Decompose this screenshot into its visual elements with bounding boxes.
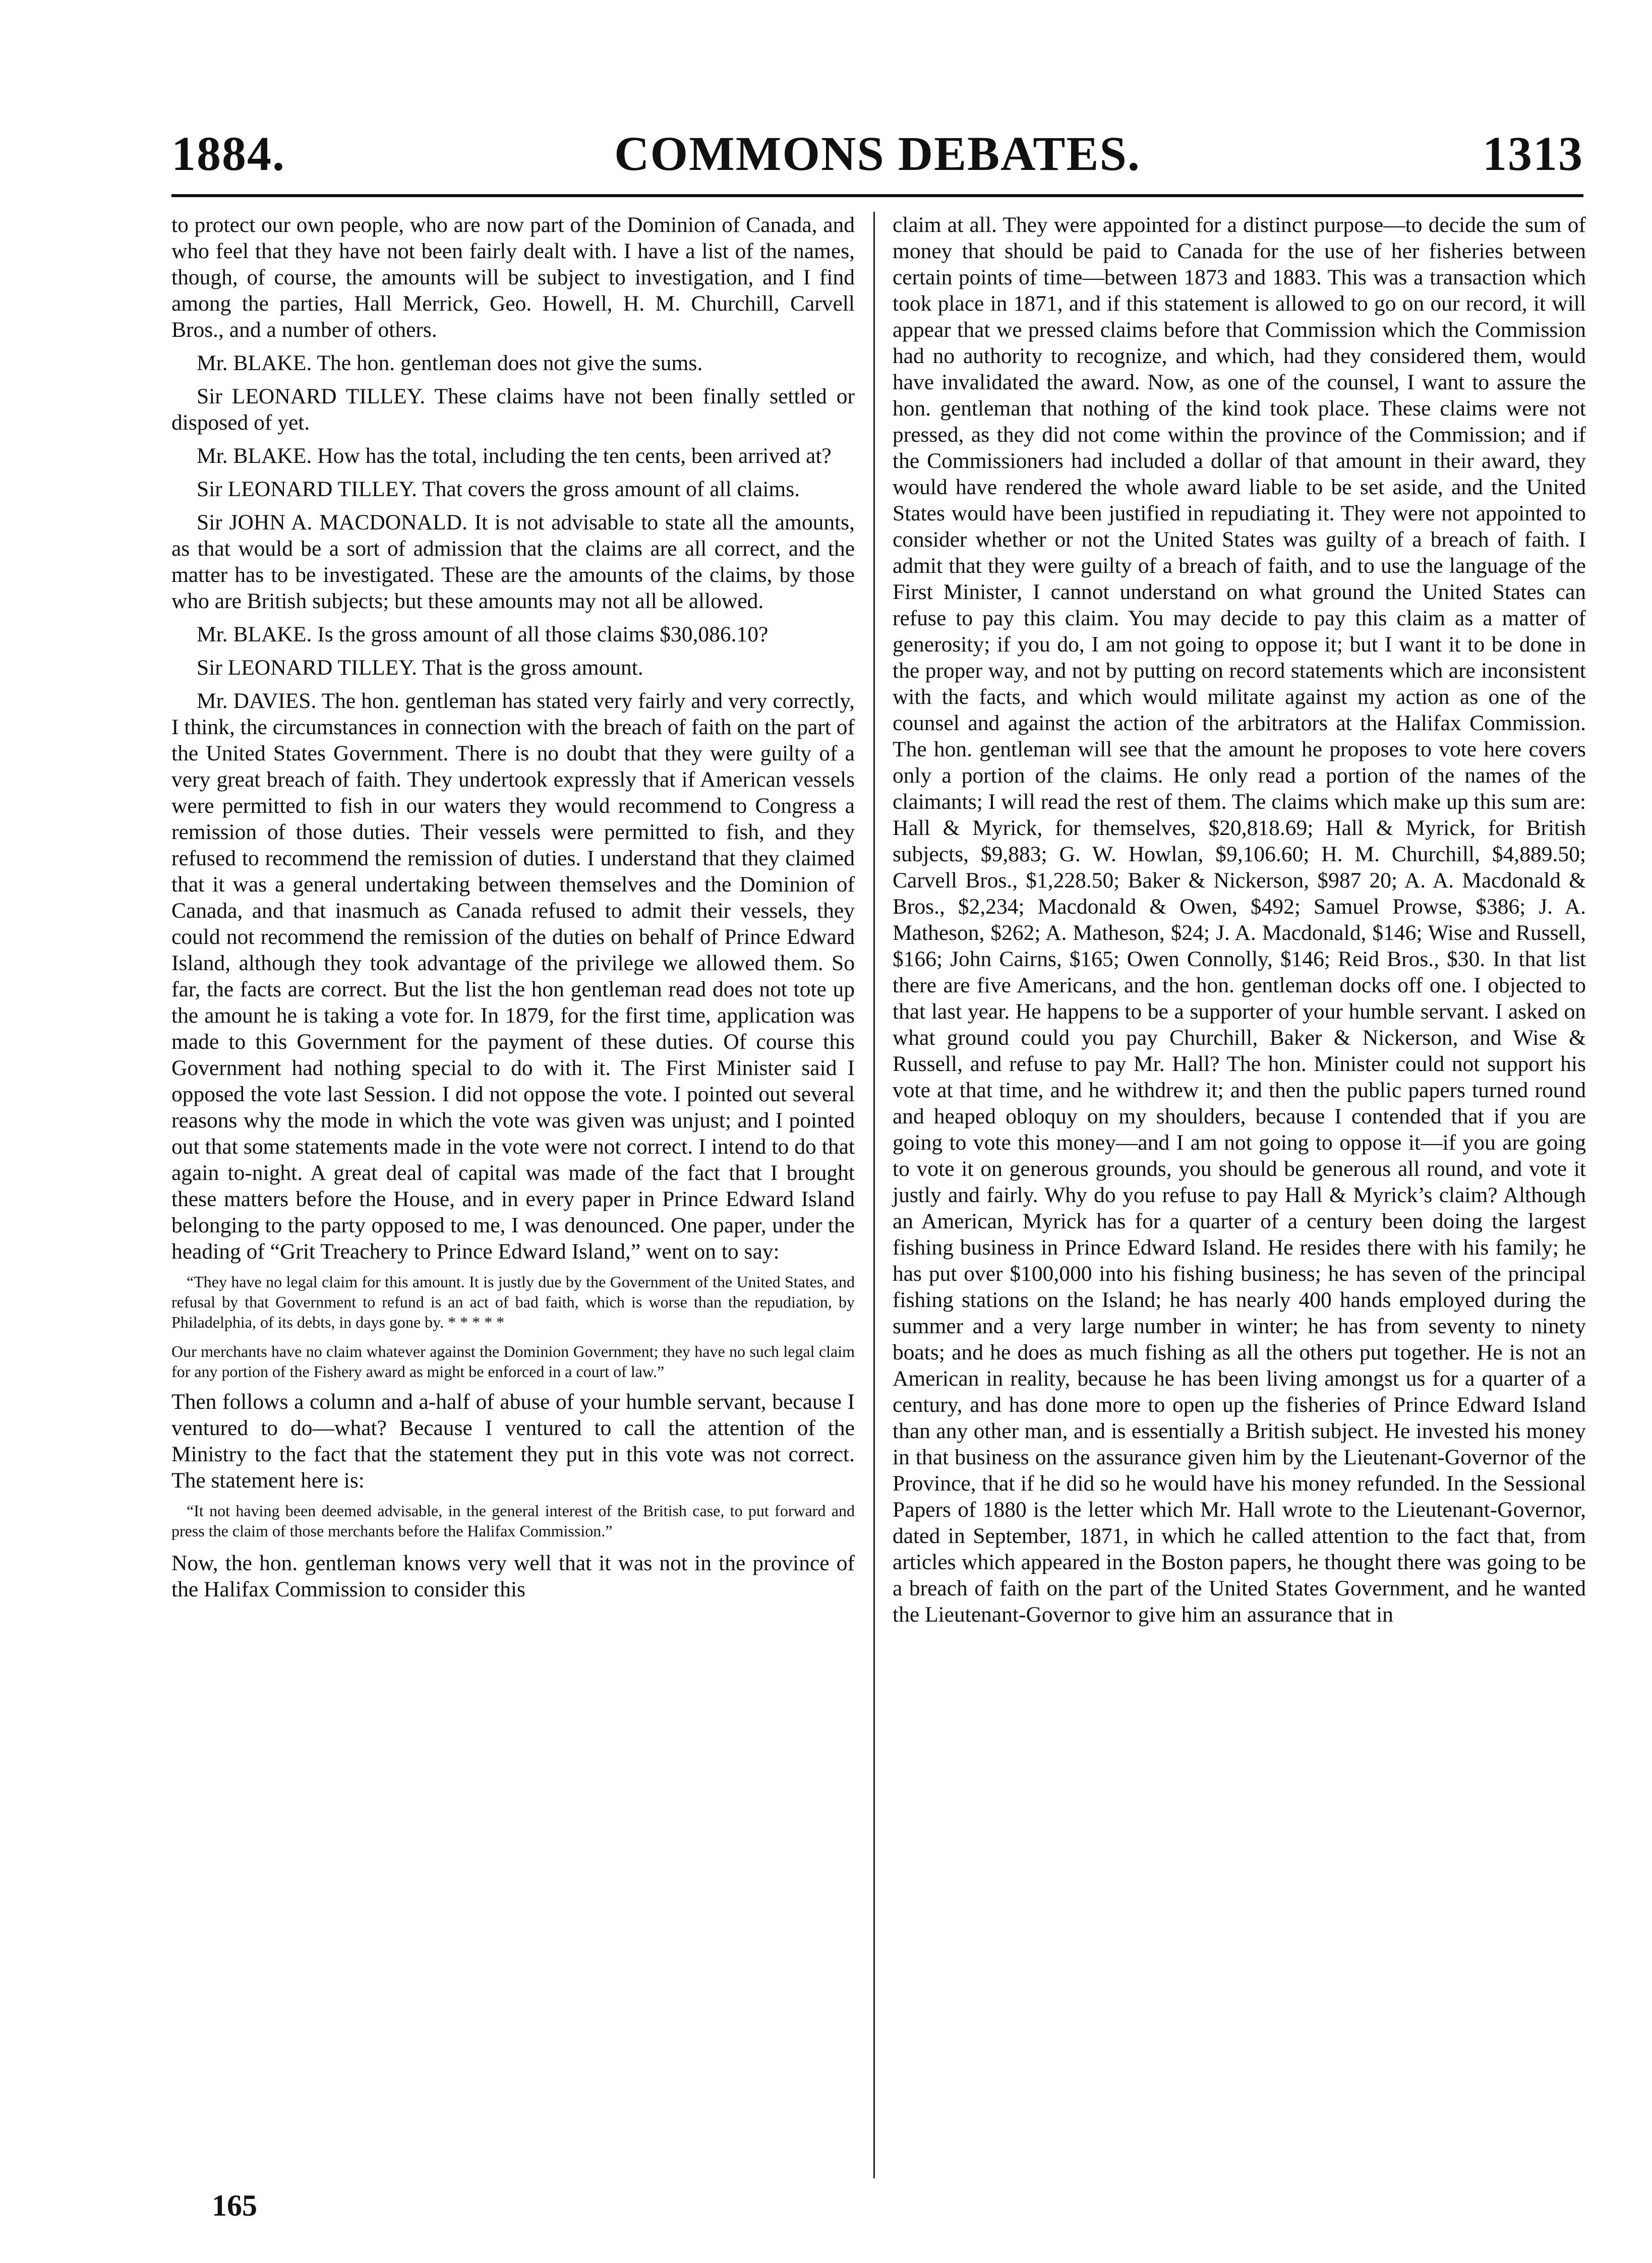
speech-tilley: Sir LEONARD TILLEY. These claims have not been finally settled or disposed of yet. bbox=[171, 384, 855, 435]
paragraph: Then follows a column and a-half of abuse of your humble servant, because I ventured to do—what? Because I ventured to call the attention of the Ministry to the fact that the statement they put in this vote was not correct. The statement here is: bbox=[171, 1390, 855, 1493]
speech-blake: Mr. BLAKE. How has the total, including the ten cents, been arrived at? bbox=[197, 444, 832, 468]
column-divider bbox=[873, 212, 875, 2178]
speech-tilley: Sir LEONARD TILLEY. That covers the gross amount of all claims. bbox=[197, 477, 800, 501]
right-column bbox=[893, 212, 1586, 1635]
header-rule bbox=[171, 194, 1583, 197]
left-column bbox=[171, 212, 855, 1610]
speech-blake: Mr. BLAKE. Is the gross amount of all those claims $30,086.10? bbox=[197, 622, 769, 646]
page-header bbox=[171, 121, 1583, 187]
speech-blake: Mr. BLAKE. The hon. gentleman does not give the sums. bbox=[197, 351, 703, 375]
speech-macdonald: Sir JOHN A. MACDONALD. It is not advisable to state all the amounts, as that would be a sort of admission that the claims are all correct, and the matter has to be investigated. These are the amounts of the claims, by those who are British subjects; but these amounts may not all be allowed. bbox=[171, 510, 855, 613]
speech-tilley: Sir LEONARD TILLEY. That is the gross amount. bbox=[197, 656, 643, 680]
header-title: COMMONS DEBATES. bbox=[614, 127, 1141, 181]
quotation: “It not having been deemed advisable, in the general interest of the British case, to put forward and press the claim of those merchants before the Halifax Commission.” bbox=[171, 1502, 855, 1540]
paragraph: Now, the hon. gentleman knows very well that it was not in the province of the Halifax Commission to consider this bbox=[171, 1551, 855, 1601]
quotation: Our merchants have no claim whatever against the Dominion Government; they have no such legal claim for any portion of the Fishery award as might be enforced in a court of law.” bbox=[171, 1342, 855, 1381]
signature-folio: 165 bbox=[212, 2189, 257, 2222]
speech-davies: Mr. DAVIES. The hon. gentleman has stated very fairly and very correctly, I think, the circumstances in connection with the breach of faith on the part of the United States Government. There is no doubt that they were guilty of a very great breach of faith. They undertook expressly that if American vessels were permitted to fish in our waters they would recommend to Congress a remission of those duties. Their vessels were permitted to fish, and they refused to recommend the remission of duties. I understand that they claimed that it was a general undertaking between themselves and the Dominion of Canada, and that inasmuch as Canada refused to admit their vessels, they could not recommend the remission of the duties on behalf of Prince Edward Island, although they took advantage of the privilege we allowed them. So far, the facts are correct. But the list the hon gentleman read does not tote up the amount he is taking a vote for. In 1879, for the first time, application was made to this Government for the payment of these duties. Of course this Government had nothing special to do with it. The First Minister said I opposed the vote last Session. I did not oppose the vote. I pointed out several reasons why the mode in which the vote was given was unjust; and I pointed out that some statements made in the vote were not correct. I intend to do that again to-night. A great deal of capital was made of the fact that I brought these matters before the House, and in every paper in Prince Edward Island belonging to the party opposed to me, I was denounced. One paper, under the heading of “Grit Treachery to Prince Edward Island,” went on to say: bbox=[171, 689, 855, 1264]
paragraph: claim at all. They were appointed for a distinct purpose—to decide the sum of money that should be paid to Canada for the use of her fisheries between certain points of time—between 1873 and 1883. This was a transaction which took place in 1871, and if this statement is allowed to go on our record, it will appear that we pressed claims before that Commission which the Commission had no authority to recognize, and which, had they considered them, would have invalidated the award. Now, as one of the counsel, I want to assure the hon. gentleman that nothing of the kind took place. These claims were not pressed, as they did not come within the province of the Commission; and if the Commissioners had included a dollar of that amount in their award, they would have rendered the whole award liable to be set aside, and the United States would have been justified in repudiating it. They were not appointed to consider whether or not the United States was guilty of a breach of faith. I admit that they were guilty of a breach of faith, and to use the language of the First Minister, I cannot understand on what ground the United States can refuse to pay this claim. You may decide to pay this claim as a matter of generosity; if you do, I am not going to oppose it; but I want it to be done in the proper way, and not by putting on record statements which are inconsistent with the facts, and which would militate against my action as one of the counsel and against the action of the arbitrators at the Halifax Commission. The hon. gentleman will see that the amount he proposes to vote here covers only a portion of the claims. He only read a portion of the names of the claimants; I will read the rest of them. The claims which make up this sum are: Hall & Myrick, for themselves, $20,818.69; Hall & Myrick, for British subjects, $9,883; G. W. Howlan, $9,106.60; H. M. Churchill, $4,889.50; Carvell Bros., $1,228.50; Baker & Nickerson, $987 20; A. A. Macdonald & Bros., $2,234; Macdonald & Owen, $492; Samuel Prowse, $386; J. A. Matheson, $262; A. Matheson, $24; J. A. Macdonald, $146; Wise and Russell, $166; John Cairns, $165; Owen Connolly, $146; Reid Bros., $30. In that list there are five Americans, and the hon. gentleman docks off one. I objected to that last year. He happens to be a supporter of your humble servant. I asked on what ground could you pay Churchill, Baker & Nickerson, and Wise & Russell, and refuse to pay Mr. Hall? The hon. Minister could not support his vote at that time, and he withdrew it; and then the public papers turned round and heaped obloquy on my shoulders, because I contended that if you are going to vote this money—and I am not going to oppose it—if you are going to vote it on generous grounds, you should be generous all round, and vote it justly and fairly. Why do you refuse to pay Hall & Myrick’s claim? Although an American, Myrick has for a quarter of a century been doing the largest fishing business in Prince Edward Island. He resides there with his family; he has put over $100,000 into his fishing business; he has seven of the principal fishing stations on the Island; he has nearly 400 hands employed during the summer and a very large number in winter; he has from seventy to ninety boats; and he does as much fishing as all the others put together. He is not an American in reality, because he has been living amongst us for a quarter of a century, and has done more to open up the fisheries of Prince Edward Island than any other man, and is essentially a British subject. He invested his money in that business on the assurance given him by the Lieutenant-Governor of the Province, that if he did so he would have his money refunded. In the Sessional Papers of 1880 is the letter which Mr. Hall wrote to the Lieutenant-Governor, dated in September, 1871, in which he called attention to the fact that, from articles which appeared in the Boston papers, he thought there was going to be a breach of faith on the part of the United States Government, and he wanted the Lieutenant-Governor to give him an assurance that in bbox=[893, 213, 1586, 1627]
header-year: 1884. bbox=[171, 127, 285, 181]
paragraph: to protect our own people, who are now part of the Dominion of Canada, and who feel that they have not been fairly dealt with. I have a list of the names, though, of course, the amounts will be subject to investigation, and I find among the parties, Hall Merrick, Geo. Howell, H. M. Churchill, Carvell Bros., and a number of others. bbox=[171, 213, 855, 342]
header-page-number: 1313 bbox=[1483, 127, 1583, 181]
quotation: “They have no legal claim for this amount. It is justly due by the Government of the United States, and refusal by that Government to refund is an act of bad faith, which is worse than the repudiation, by Philadelphia, of its debts, in days gone by. * * * * * bbox=[171, 1273, 855, 1331]
